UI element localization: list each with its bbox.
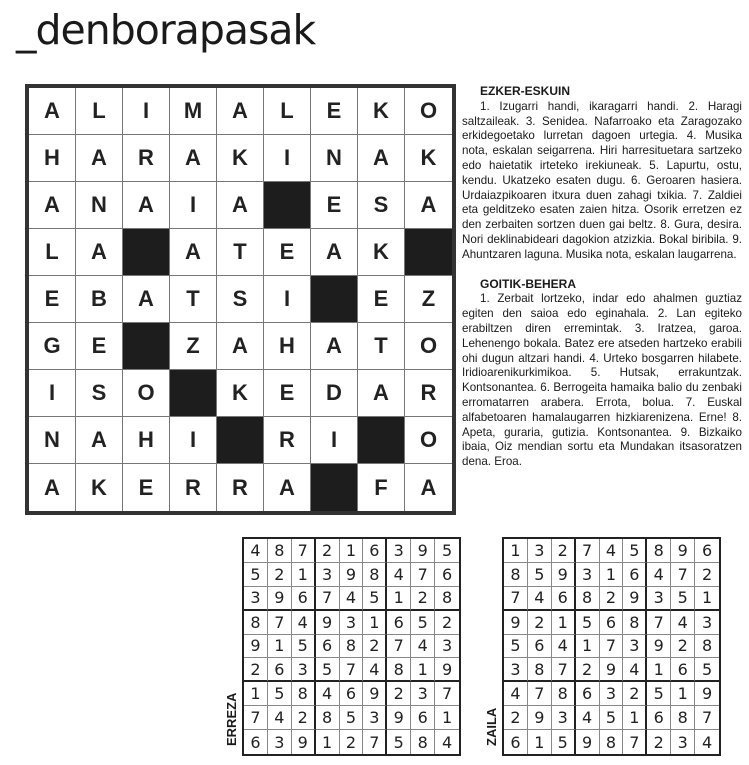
- crossword-cell: A: [29, 182, 76, 229]
- sudoku-cell: 7: [268, 611, 292, 635]
- sudoku-cell: 4: [600, 539, 624, 563]
- sudoku-cell: 4: [411, 635, 435, 659]
- crossword-cell: I: [170, 417, 217, 464]
- crossword-cell: A: [123, 276, 170, 323]
- sudoku-cell: 6: [671, 658, 695, 682]
- sudoku-cell: 3: [576, 563, 600, 587]
- sudoku-cell: 8: [671, 706, 695, 730]
- sudoku-cell: 9: [411, 539, 435, 563]
- sudoku-cell: 1: [647, 658, 671, 682]
- crossword-black-cell: [405, 229, 452, 276]
- sudoku-cell: 5: [504, 635, 528, 659]
- sudoku-cell: 1: [387, 587, 411, 611]
- crossword-cell: R: [170, 464, 217, 511]
- sudoku-cell: 8: [504, 563, 528, 587]
- sudoku-cell: 1: [576, 635, 600, 659]
- crossword-cell: D: [311, 370, 358, 417]
- sudoku-cell: 6: [623, 563, 647, 587]
- crossword-cell: I: [264, 276, 311, 323]
- sudoku-cell: 1: [292, 563, 316, 587]
- sudoku-cell: 7: [387, 635, 411, 659]
- crossword-cell: M: [170, 88, 217, 135]
- crossword-cell: I: [123, 88, 170, 135]
- sudoku-cell: 1: [340, 539, 364, 563]
- sudoku-cell: 3: [600, 682, 624, 706]
- crossword-cell: A: [123, 182, 170, 229]
- sudoku-cell: 4: [268, 706, 292, 730]
- sudoku-cell: 8: [387, 658, 411, 682]
- crossword-cell: A: [311, 229, 358, 276]
- sudoku-cell: 9: [363, 682, 387, 706]
- sudoku-cell: 5: [411, 611, 435, 635]
- sudoku-cell: 4: [576, 706, 600, 730]
- sudoku-cell: 1: [363, 611, 387, 635]
- crossword-black-cell: [217, 417, 264, 464]
- sudoku-cell: 7: [504, 587, 528, 611]
- sudoku-cell: 2: [695, 563, 719, 587]
- crossword-black-cell: [264, 182, 311, 229]
- sudoku-cell: 8: [528, 658, 552, 682]
- sudoku-cell: 1: [268, 635, 292, 659]
- sudoku-cell: 4: [528, 587, 552, 611]
- crossword-cell: A: [358, 370, 405, 417]
- crossword-cell: A: [217, 88, 264, 135]
- sudoku-cell: 6: [435, 563, 459, 587]
- crossword-cell: H: [29, 135, 76, 182]
- sudoku-cell: 2: [411, 587, 435, 611]
- sudoku-cell: 3: [695, 611, 719, 635]
- sudoku-cell: 7: [244, 706, 268, 730]
- sudoku-cell: 8: [292, 682, 316, 706]
- crossword-cell: A: [29, 464, 76, 511]
- crossword-cell: A: [170, 135, 217, 182]
- crossword-cell: T: [217, 229, 264, 276]
- clues-down-text: 1. Zerbait lortzeko, indar edo ahalmen guztiaz egiten den saioa edo eginahala. 2. Lan egiteko erabiltzen diren erremintak. 3. Iratzea, garoa. Lehenengo bokala. Batez ere atseden hartzeko erabili ohi dugun altzari handi. 4. Urteko bosgarren hilabete. Iridioarenikurkimikoa. 5. Hutsak, errakuntzak. Kontsonantea. 6. Berrogeita hamaika balio du zenbaki erromatarren arabera. Errota, bolua. 7. Euskal alfabetoaren hamalaugarren hizkiarenizena. Erne! 8. Apeta, guraria, gutizia. Kontsonantea. 9. Bizkaiko ibaia, Oiz mendian sortu eta Mundakan itsasoratzen dena. Eroa.: [462, 292, 742, 469]
- sudoku-cell: 1: [623, 706, 647, 730]
- sudoku-cell: 4: [623, 658, 647, 682]
- sudoku-cell: 1: [244, 682, 268, 706]
- crossword-cell: A: [76, 229, 123, 276]
- crossword-cell: A: [170, 229, 217, 276]
- sudoku-cell: 1: [411, 658, 435, 682]
- sudoku-cell: 9: [435, 658, 459, 682]
- crossword-grid: [25, 84, 456, 515]
- sudoku-hard-label: ZAILA: [484, 707, 499, 746]
- sudoku-cell: 5: [695, 658, 719, 682]
- sudoku-cell: 5: [268, 682, 292, 706]
- sudoku-cell: 1: [504, 539, 528, 563]
- crossword-cell: L: [76, 88, 123, 135]
- sudoku-cell: 1: [528, 730, 552, 754]
- crossword-cell: K: [405, 135, 452, 182]
- sudoku-cell: 3: [244, 587, 268, 611]
- sudoku-cell: 3: [268, 730, 292, 754]
- sudoku-cell: 4: [316, 682, 340, 706]
- crossword-black-cell: [123, 229, 170, 276]
- crossword-cell: H: [264, 323, 311, 370]
- sudoku-cell: 5: [340, 706, 364, 730]
- crossword-cell: E: [29, 276, 76, 323]
- sudoku-cell: 7: [411, 563, 435, 587]
- sudoku-cell: 2: [340, 730, 364, 754]
- clues-across-title: EZKER-ESKUIN: [480, 84, 571, 98]
- crossword-cell: R: [405, 370, 452, 417]
- sudoku-cell: 1: [316, 730, 340, 754]
- sudoku-cell: 2: [576, 658, 600, 682]
- sudoku-cell: 3: [528, 539, 552, 563]
- sudoku-cell: 5: [623, 539, 647, 563]
- crossword-cell: A: [76, 135, 123, 182]
- crossword-cell: R: [264, 417, 311, 464]
- sudoku-cell: 7: [552, 658, 576, 682]
- crossword-cell: A: [358, 135, 405, 182]
- crossword-cell: A: [217, 182, 264, 229]
- sudoku-cell: 5: [552, 730, 576, 754]
- sudoku-cell: 7: [292, 539, 316, 563]
- sudoku-cell: 3: [411, 682, 435, 706]
- crossword-black-cell: [170, 370, 217, 417]
- sudoku-cell: 1: [552, 611, 576, 635]
- sudoku-cell: 4: [387, 563, 411, 587]
- sudoku-cell: 9: [268, 587, 292, 611]
- sudoku-cell: 7: [340, 658, 364, 682]
- sudoku-cell: 9: [671, 539, 695, 563]
- sudoku-cell: 8: [268, 539, 292, 563]
- sudoku-cell: 7: [576, 539, 600, 563]
- crossword-cell: O: [405, 88, 452, 135]
- crossword-cell: I: [170, 182, 217, 229]
- sudoku-cell: 9: [600, 658, 624, 682]
- crossword-cell: I: [29, 370, 76, 417]
- sudoku-cell: 6: [316, 635, 340, 659]
- sudoku-cell: 9: [647, 635, 671, 659]
- sudoku-cell: 1: [695, 587, 719, 611]
- sudoku-cell: 2: [244, 658, 268, 682]
- crossword-cell: H: [123, 417, 170, 464]
- crossword-cell: E: [264, 370, 311, 417]
- clues-down-title: GOITIK-BEHERA: [480, 276, 576, 291]
- crossword-cell: O: [405, 323, 452, 370]
- crossword-cell: E: [76, 323, 123, 370]
- sudoku-cell: 1: [671, 682, 695, 706]
- crossword-black-cell: [311, 276, 358, 323]
- sudoku-cell: 7: [435, 682, 459, 706]
- crossword-cell: T: [170, 276, 217, 323]
- crossword-cell: R: [123, 135, 170, 182]
- sudoku-cell: 3: [647, 587, 671, 611]
- crossword-cell: A: [405, 182, 452, 229]
- sudoku-cell: 2: [435, 611, 459, 635]
- sudoku-cell: 8: [411, 730, 435, 754]
- crossword-cell: B: [76, 276, 123, 323]
- sudoku-cell: 2: [552, 539, 576, 563]
- sudoku-cell: 5: [363, 587, 387, 611]
- sudoku-cell: 6: [411, 706, 435, 730]
- crossword-cells: [29, 88, 452, 511]
- sudoku-cell: 7: [623, 730, 647, 754]
- sudoku-cell: 3: [671, 730, 695, 754]
- sudoku-cell: 5: [435, 539, 459, 563]
- clues-panel: [462, 84, 742, 470]
- crossword-cell: O: [405, 417, 452, 464]
- crossword-cell: L: [29, 229, 76, 276]
- page-title: _denborapasak: [16, 6, 316, 54]
- crossword-cell: E: [123, 464, 170, 511]
- sudoku-cell: 5: [292, 635, 316, 659]
- sudoku-cell: 8: [647, 539, 671, 563]
- sudoku-cell: 8: [600, 730, 624, 754]
- sudoku-cell: 3: [623, 635, 647, 659]
- crossword-black-cell: [358, 417, 405, 464]
- crossword-black-cell: [311, 464, 358, 511]
- crossword-cell: A: [217, 323, 264, 370]
- sudoku-cell: 6: [600, 611, 624, 635]
- sudoku-cell: 6: [504, 730, 528, 754]
- crossword-cell: S: [217, 276, 264, 323]
- sudoku-cell: 4: [671, 611, 695, 635]
- sudoku-cell: 6: [576, 682, 600, 706]
- sudoku-cell: 9: [340, 563, 364, 587]
- crossword-cell: I: [311, 417, 358, 464]
- sudoku-cell: 4: [647, 563, 671, 587]
- sudoku-cell: 5: [576, 611, 600, 635]
- sudoku-cell: 3: [316, 563, 340, 587]
- sudoku-cell: 9: [244, 635, 268, 659]
- sudoku-cell: 4: [292, 611, 316, 635]
- sudoku-cell: 5: [316, 658, 340, 682]
- crossword-cell: E: [311, 182, 358, 229]
- crossword-cell: A: [311, 323, 358, 370]
- sudoku-cell: 7: [363, 730, 387, 754]
- crossword-cell: N: [311, 135, 358, 182]
- sudoku-cell: 1: [435, 706, 459, 730]
- sudoku-cell: 2: [623, 682, 647, 706]
- sudoku-cell: 2: [316, 539, 340, 563]
- crossword-cell: E: [264, 229, 311, 276]
- crossword-cell: R: [217, 464, 264, 511]
- sudoku-cell: 7: [647, 611, 671, 635]
- sudoku-cell: 8: [576, 587, 600, 611]
- sudoku-cell: 6: [268, 658, 292, 682]
- sudoku-cell: 7: [671, 563, 695, 587]
- sudoku-cell: 8: [363, 563, 387, 587]
- sudoku-cell: 5: [387, 730, 411, 754]
- crossword-cell: A: [29, 88, 76, 135]
- crossword-cell: K: [358, 88, 405, 135]
- sudoku-cell: 6: [647, 706, 671, 730]
- sudoku-cell: 8: [623, 611, 647, 635]
- crossword-cell: S: [358, 182, 405, 229]
- crossword-cell: K: [217, 370, 264, 417]
- crossword-cell: N: [29, 417, 76, 464]
- sudoku-cell: 4: [244, 539, 268, 563]
- sudoku-cell: 2: [268, 563, 292, 587]
- sudoku-cell: 6: [528, 635, 552, 659]
- sudoku-cell: 6: [552, 587, 576, 611]
- sudoku-cell: 7: [600, 635, 624, 659]
- sudoku-cell: 3: [387, 539, 411, 563]
- sudoku-easy-label: ERREZA: [224, 692, 239, 746]
- sudoku-hard-grid: [502, 537, 721, 756]
- crossword-cell: A: [76, 417, 123, 464]
- sudoku-cell: 3: [363, 706, 387, 730]
- sudoku-cell: 5: [244, 563, 268, 587]
- sudoku-cell: 6: [695, 539, 719, 563]
- sudoku-cell: 2: [292, 706, 316, 730]
- sudoku-cell: 9: [504, 611, 528, 635]
- sudoku-cell: 3: [292, 658, 316, 682]
- sudoku-cell: 9: [387, 706, 411, 730]
- sudoku-cell: 6: [292, 587, 316, 611]
- sudoku-cell: 9: [576, 730, 600, 754]
- crossword-cell: K: [358, 229, 405, 276]
- sudoku-cell: 9: [316, 611, 340, 635]
- sudoku-cell: 3: [435, 635, 459, 659]
- sudoku-cell: 8: [316, 706, 340, 730]
- sudoku-cell: 2: [387, 682, 411, 706]
- clues-across: [462, 84, 742, 263]
- clues-down: [462, 277, 742, 470]
- sudoku-cell: 7: [695, 706, 719, 730]
- sudoku-cell: 9: [695, 682, 719, 706]
- sudoku-cell: 3: [504, 658, 528, 682]
- sudoku-cell: 5: [671, 587, 695, 611]
- crossword-cell: S: [76, 370, 123, 417]
- crossword-black-cell: [123, 323, 170, 370]
- sudoku-cell: 6: [244, 730, 268, 754]
- sudoku-cell: 8: [340, 635, 364, 659]
- sudoku-cell: 1: [600, 563, 624, 587]
- sudoku-cell: 6: [340, 682, 364, 706]
- sudoku-cell: 7: [316, 587, 340, 611]
- crossword-cell: O: [123, 370, 170, 417]
- sudoku-cell: 8: [244, 611, 268, 635]
- sudoku-cell: 9: [292, 730, 316, 754]
- crossword-cell: K: [76, 464, 123, 511]
- sudoku-cell: 4: [441, 732, 453, 752]
- sudoku-cell: 9: [552, 563, 576, 587]
- crossword-cell: L: [264, 88, 311, 135]
- sudoku-cell: 4: [504, 682, 528, 706]
- clues-across-text: 1. Izugarri handi, ikaragarri handi. 2. Haragi saltzaileak. 3. Senidea. Nafarroako eta Zaragozako erkidegoetako lurretan dagoen urtegia. 4. Musika nota, eskalan seigarrena. Hiri harresituetara sartzeko edo haietatik irteteko irekiuneak. 5. Lapurtu, ostu, kendu. Ukatzeko esaten dugu. 6. Geroaren hasiera. Urdaiazpikoaren itxura duen zahagi txikia. 7. Zaldiei eta gelditzeko esaten zaien hitza. Osorik erretzen ez den zerbaiten sortzen duen gai beltz. 8. Gura, desira. Nori deklinabideari dagokion atzizkia. Bokal biribila. 9. Ahuntzaren laguna. Musika nota, eskalan laugarrena.: [462, 99, 742, 261]
- crossword-cell: A: [420, 474, 437, 500]
- sudoku-cell: 3: [340, 611, 364, 635]
- sudoku-cell: 8: [435, 587, 459, 611]
- sudoku-cell: 4: [340, 587, 364, 611]
- crossword-cell: I: [264, 135, 311, 182]
- sudoku-easy-grid: [242, 537, 461, 756]
- sudoku-cell: 2: [647, 730, 671, 754]
- sudoku-cell: 6: [363, 539, 387, 563]
- sudoku-cell: 5: [528, 563, 552, 587]
- sudoku-cell: 6: [387, 611, 411, 635]
- crossword-cell: F: [358, 464, 405, 511]
- crossword-cell: K: [217, 135, 264, 182]
- sudoku-cell: 4: [552, 635, 576, 659]
- sudoku-cell: 9: [528, 706, 552, 730]
- sudoku-cell: 2: [504, 706, 528, 730]
- sudoku-cell: 2: [600, 587, 624, 611]
- sudoku-cell: 2: [363, 635, 387, 659]
- sudoku-cell: 4: [363, 658, 387, 682]
- crossword-cell: N: [76, 182, 123, 229]
- sudoku-cell: 2: [528, 611, 552, 635]
- crossword-cell: E: [358, 276, 405, 323]
- sudoku-cell: 7: [528, 682, 552, 706]
- sudoku-cell: 9: [623, 587, 647, 611]
- sudoku-cell: 8: [695, 635, 719, 659]
- sudoku-cell: 8: [552, 682, 576, 706]
- crossword-cell: E: [311, 88, 358, 135]
- crossword-cell: Z: [405, 276, 452, 323]
- crossword-cell: G: [29, 323, 76, 370]
- sudoku-cell: 3: [552, 706, 576, 730]
- sudoku-cell: 4: [701, 732, 713, 752]
- sudoku-cell: 5: [647, 682, 671, 706]
- sudoku-cell: 5: [600, 706, 624, 730]
- sudoku-cell: 2: [671, 635, 695, 659]
- crossword-cell: A: [264, 464, 311, 511]
- crossword-cell: T: [358, 323, 405, 370]
- crossword-cell: Z: [170, 323, 217, 370]
